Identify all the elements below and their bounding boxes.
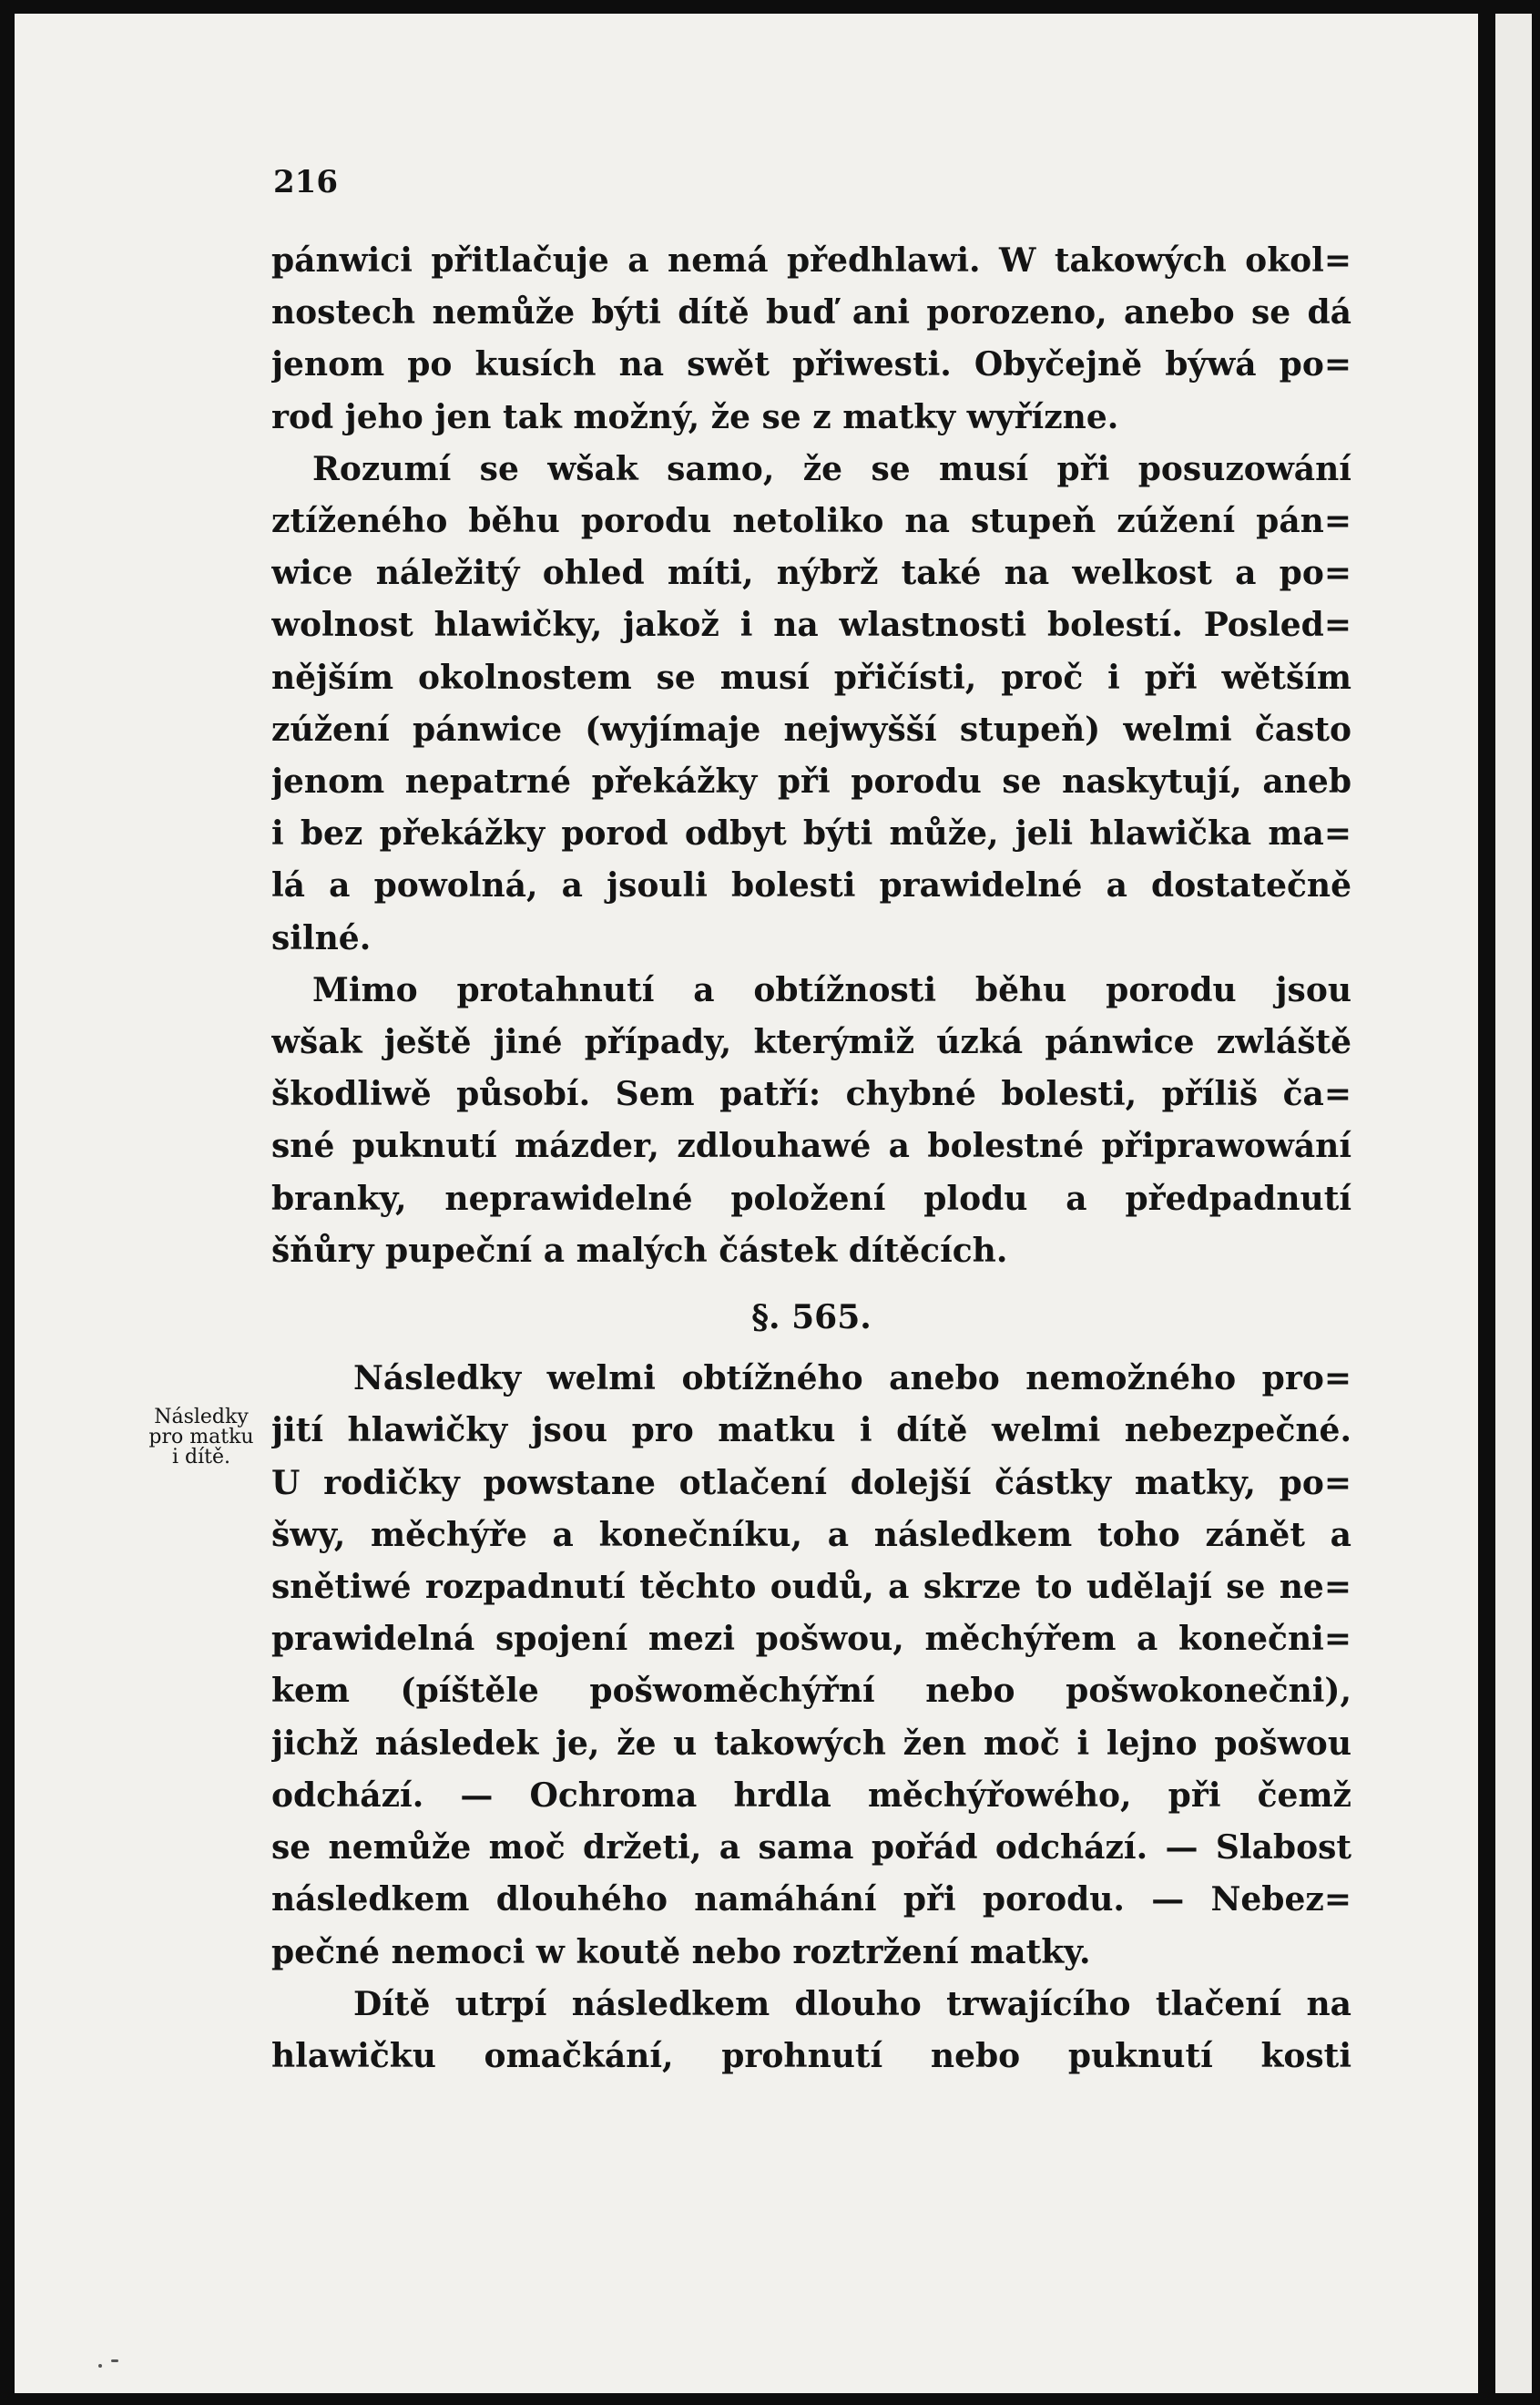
text-line: ztíženého běhu porodu netoliko na stupeň zúžení pán= [271,502,1351,541]
text-line: U rodičky powstane otlačení dolejší částky matky, po= [271,1463,1351,1502]
text-line: Rozumí se wšak samo, že se musí při posuzowání [312,449,1351,488]
text-line: hlawičku omačkání, prohnutí nebo puknutí kosti [271,2036,1351,2075]
facing-page-edge [1495,14,1532,2393]
section-heading: §. 565. [751,1298,872,1337]
text-line: jití hlawičky jsou pro matku i dítě welmi nebezpečné. [271,1411,1351,1450]
text-line: snětiwé rozpadnutí těchto oudů, a skrze to udělají se ne= [271,1568,1351,1607]
text-line: pečné nemoci w koutě nebo roztržení matky. [271,1932,1091,1971]
text-line: wice náležitý ohled míti, nýbrž také na welkost a po= [271,554,1351,593]
paragraph-5 [271,1979,1351,2083]
text-line: sné puknutí mázder, zdlouhawé a bolestné připrawowání [271,1127,1351,1166]
paragraph-4 [271,1353,1351,1978]
text-line: rod jeho jen tak možný, že se z matky wyřízne. [271,397,1119,436]
body-text [271,235,1351,2083]
text-line: nostech nemůže býti dítě buď ani porozeno, anebo se dá [271,293,1351,333]
text-line: prawidelná spojení mezi pošwou, měchýřem a konečni= [271,1620,1351,1659]
paragraph-2 [271,444,1351,965]
margin-note [133,1407,270,1468]
text-line: Mimo protahnutí a obtížnosti běhu porodu jsou [312,970,1351,1009]
paragraph-3 [271,965,1351,1277]
text-line: kem (píštěle pošwoměchýřní nebo pošwokonečni), [271,1672,1351,1711]
text-line: následkem dlouhého namáhání při porodu. — Nebez= [271,1880,1351,1919]
text-line: silné. [271,918,372,957]
text-line: branky, neprawidelné položení plodu a předpadnutí [271,1179,1351,1218]
margin-note-line: pro matku [148,1426,254,1448]
page-number: 216 [273,164,338,200]
text-line: škodliwě působí. Sem patří: chybné bolesti, příliš ča= [271,1075,1351,1114]
text-line: wolnost hlawičky, jakož i na wlastnosti bolestí. Posled= [271,606,1351,645]
paragraph-1 [271,235,1351,444]
margin-note-line: i dítě. [171,1446,230,1469]
text-line: pánwici přitlačuje a nemá předhlawi. W takowých okol= [271,241,1351,280]
text-line: odchází. — Ochroma hrdla měchýřowého, při čemž [271,1776,1351,1815]
text-line: lá a powolná, a jsouli bolesti prawidelné a dostatečně [271,866,1351,906]
text-line: šwy, měchýře a konečníku, a následkem toho zánět a [271,1515,1351,1554]
text-line: i bez překážky porod odbyt býti může, jeli hlawička ma= [271,814,1351,854]
page-speck [98,2364,102,2368]
text-line: šňůry pupeční a malých částek dítěcích. [271,1231,1008,1270]
text-line: se nemůže moč držeti, a sama pořád odchází. — Slabost [271,1828,1351,1868]
page-speck [111,2359,118,2362]
text-line: nějším okolnostem se musí přičísti, proč i při wětším [271,658,1351,697]
margin-note-line: Následky [154,1406,249,1428]
text-line: jenom nepatrné překážky při porodu se naskytují, aneb [271,762,1351,802]
text-line: zúžení pánwice (wyjímaje nejwyšší stupeň) welmi často [271,710,1351,749]
text-line: jenom po kusích na swět přiwesti. Obyčejně býwá po= [271,345,1351,384]
text-line: wšak ještě jiné případy, kterýmiž úzká pánwice zwláště [271,1023,1351,1062]
text-line: Následky welmi obtížného anebo nemožného pro= [353,1359,1351,1398]
text-line: jichž následek je, že u takowých žen moč i lejno pošwou [271,1724,1351,1763]
text-line: Dítě utrpí následkem dlouho trwajícího tlačení na [353,1984,1351,2023]
